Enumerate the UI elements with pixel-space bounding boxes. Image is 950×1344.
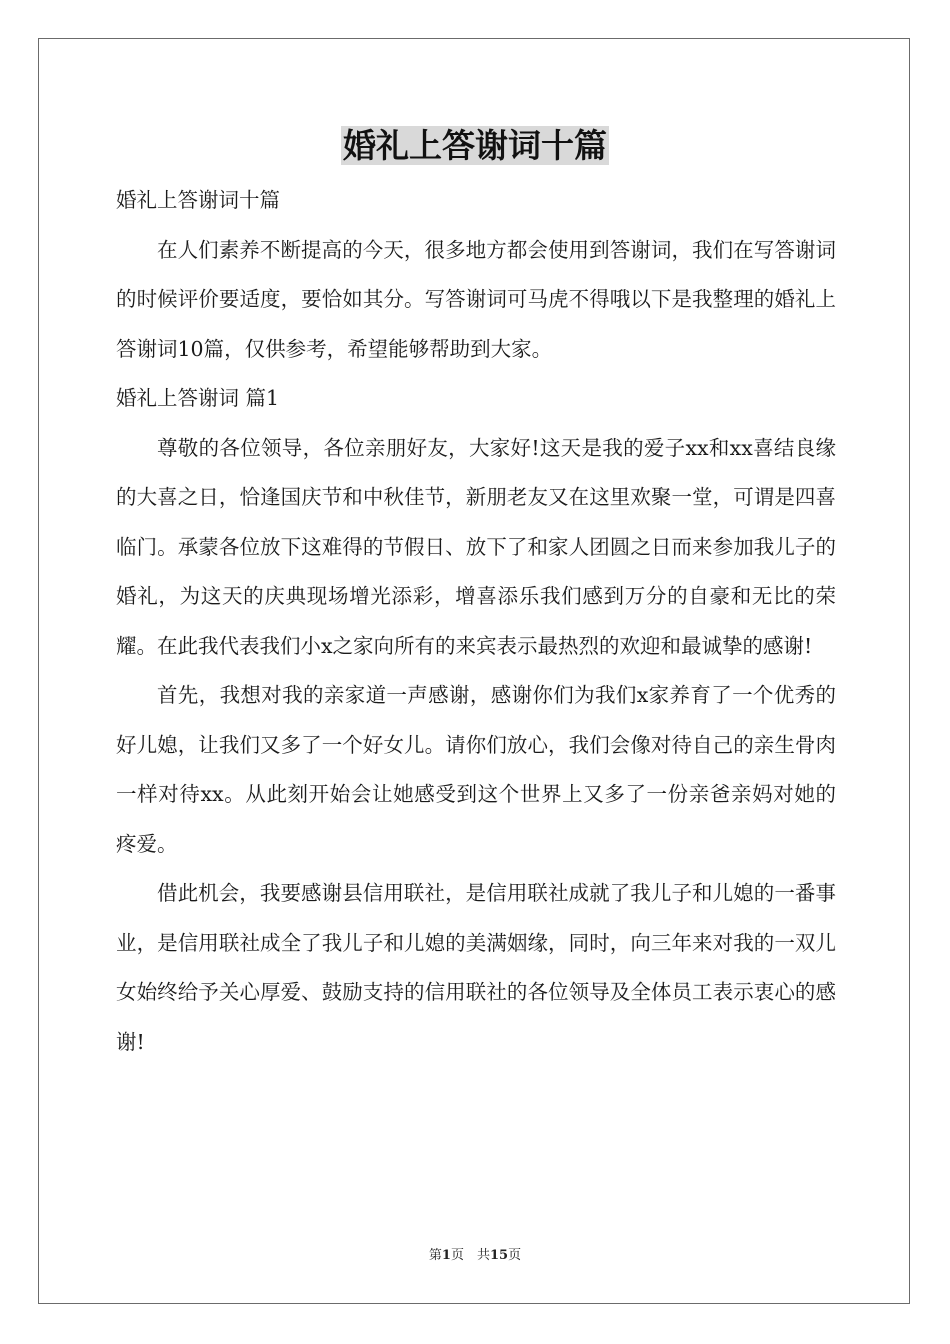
intro-paragraph: 在人们素养不断提高的今天，很多地方都会使用到答谢词，我们在写答谢词的时候评价要适度，要恰如其分。写答谢词可马虎不得哦以下是我整理的婚礼上答谢词10篇，仅供参考，希望能够帮助到大家。 bbox=[116, 237, 836, 361]
section-heading: 婚礼上答谢词 篇1 bbox=[116, 386, 280, 410]
body-paragraph-3: 借此机会，我要感谢县信用联社，是信用联社成就了我儿子和儿媳的一番事业，是信用联社成全了我儿子和儿媳的美满姻缘，同时，向三年来对我的一双儿女始终给予关心厚爱、鼓励支持的信用联社的各位领导及全体员工表示衷心的感谢! bbox=[116, 881, 836, 1054]
page-footer bbox=[0, 1244, 950, 1263]
footer-page-prefix: 第 bbox=[428, 1248, 442, 1263]
footer-page-total: 15 bbox=[489, 1248, 509, 1263]
document-body bbox=[116, 176, 836, 1067]
body-paragraph-2: 首先，我想对我的亲家道一声感谢，感谢你们为我们x家养育了一个优秀的好儿媳，让我们又多了一个好女儿。请你们放心，我们会像对待自己的亲生骨肉一样对待xx。从此刻开始会让她感受到这个世界上又多了一份亲爸亲妈对她的疼爱。 bbox=[116, 683, 836, 856]
subtitle: 婚礼上答谢词十篇 bbox=[116, 188, 280, 212]
footer-page-suffix: 页 bbox=[508, 1248, 522, 1263]
footer-page-mid: 页 共 bbox=[450, 1248, 490, 1263]
body-paragraph-1: 尊敬的各位领导，各位亲朋好友，大家好!这天是我的爱子xx和xx喜结良缘的大喜之日，恰逢国庆节和中秋佳节，新朋老友又在这里欢聚一堂，可谓是四喜临门。承蒙各位放下这难得的节假日、放下了和家人团圆之日而来参加我儿子的婚礼，为这天的庆典现场增光添彩，增喜添乐我们感到万分的自豪和无比的荣耀。在此我代表我们小x之家向所有的来宾表示最热烈的欢迎和最诚挚的感谢! bbox=[116, 435, 836, 658]
footer-page-number: 1 bbox=[441, 1248, 451, 1263]
document-title-text: 婚礼上答谢词十篇 bbox=[343, 126, 607, 165]
document-title bbox=[0, 122, 950, 176]
